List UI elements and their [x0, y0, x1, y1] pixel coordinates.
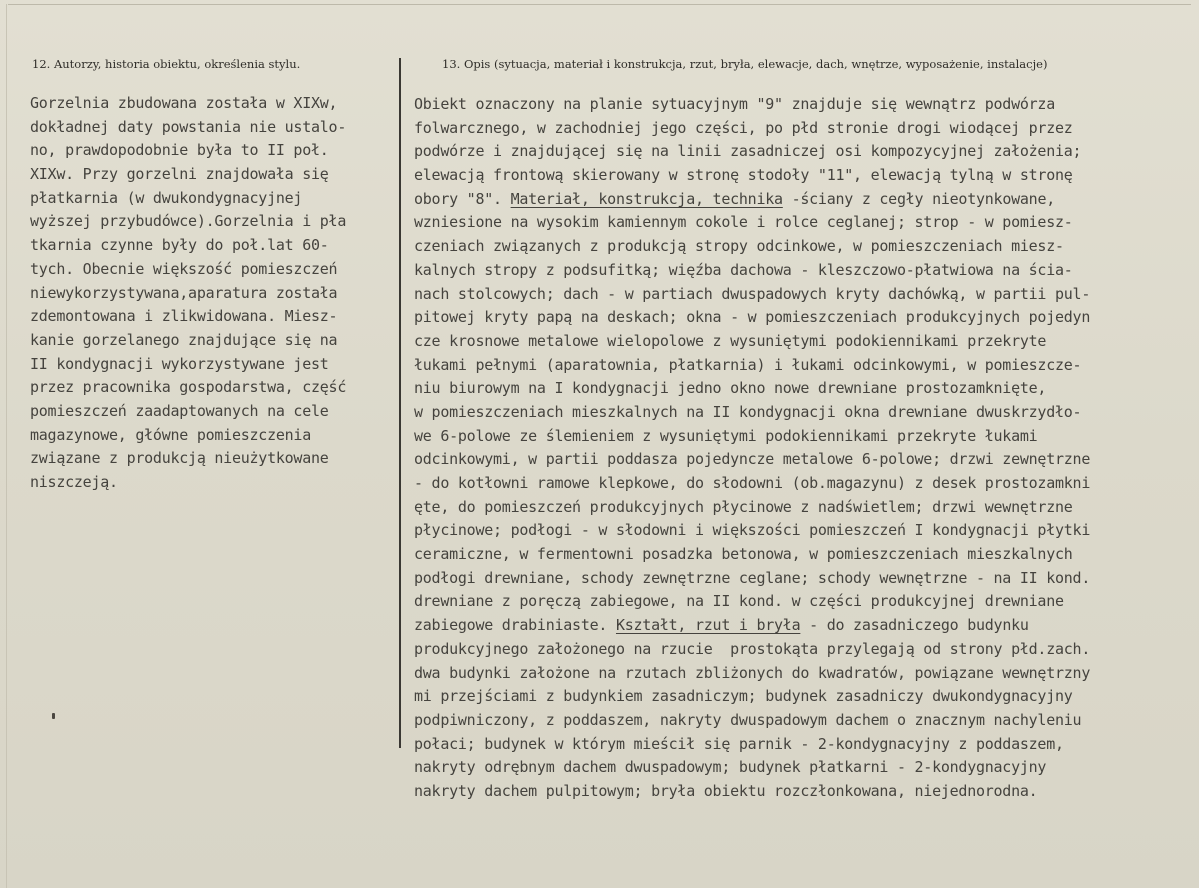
description-text-line — [414, 638, 1090, 662]
ink-speck — [52, 713, 55, 719]
history-text-line: tych. Obecnie większość pomieszczeń — [30, 259, 338, 278]
description-text-line — [414, 164, 1090, 188]
description-text-line — [414, 259, 1090, 283]
description-text-line — [414, 354, 1090, 378]
description-text-line — [414, 306, 1090, 330]
description-text-line — [414, 519, 1090, 543]
description-text-line — [414, 425, 1090, 449]
line-text: płycinowe; podłogi - w słodowni i większości pomieszczeń I kondygnacji płytki — [414, 521, 1091, 540]
line-text: połaci; budynek w którym mieścił się parnik - 2-kondygnacyjny z poddaszem, — [414, 734, 1064, 753]
line-text: ceramiczne, w fermentowni posadzka betonowa, w pomieszczeniach mieszkalnych — [414, 545, 1073, 564]
line-text: obory "8". — [414, 189, 511, 208]
description-text-line — [414, 590, 1090, 614]
history-text-line: związane z produkcją nieużytkowane — [30, 449, 329, 468]
line-text: folwarcznego, w zachodniej jego części, po płd stronie drogi wiodącej przez — [414, 118, 1073, 137]
frame-top-line — [8, 4, 1191, 5]
description-text-line — [414, 780, 1090, 804]
description-text-line — [414, 733, 1090, 757]
history-text-line: dokładnej daty powstania nie ustalo- — [30, 117, 347, 136]
history-text-line: płatkarnia (w dwukondygnacyjnej — [30, 188, 303, 207]
line-text: -ściany z cegły nieotynkowane, — [782, 189, 1056, 208]
line-text: nakryty odrębnym dachem dwuspadowym; budynek płatkarni - 2-kondygnacyjny — [414, 758, 1047, 777]
description-text-line — [414, 756, 1090, 780]
line-text: odcinkowymi, w partii poddasza pojedyncze metalowe 6-polowe; drzwi zewnętrzne — [414, 450, 1091, 469]
history-text-line: kanie gorzelanego znajdujące się na — [30, 330, 338, 349]
line-text: drewniane z poręczą zabiegowe, na II kond. w części produkcyjnej drewniane — [414, 592, 1064, 611]
line-text: - do zasadniczego budynku — [800, 616, 1029, 635]
description-text-line — [414, 567, 1090, 591]
description-text-line — [414, 377, 1090, 401]
line-text: Obiekt oznaczony na planie sytuacyjnym "9" znajduje się wewnątrz podwórza — [414, 95, 1055, 113]
line-text: mi przejściami z budynkiem zasadniczym; budynek zasadniczy dwukondygnacyjny — [414, 687, 1073, 706]
description-text-line — [414, 472, 1090, 496]
description-text-line — [414, 662, 1090, 686]
history-text-line: przez pracownika gospodarstwa, część — [30, 378, 347, 397]
description-text-column — [414, 93, 1090, 804]
description-text-line — [414, 401, 1090, 425]
frame-left-line — [6, 4, 7, 888]
description-text-line — [414, 211, 1090, 235]
line-text: łukami pełnymi (aparatownia, płatkarnia) i łukami odcinkowymi, w pomieszcze- — [414, 355, 1082, 374]
line-text: elewacją frontową skierowany w stronę stodoły "11", elewacją tylną w stronę — [414, 166, 1073, 185]
description-text-line — [414, 283, 1090, 307]
line-text: w pomieszczeniach mieszkalnych na II kondygnacji okna drewniane dwuskrzydło- — [414, 402, 1082, 421]
description-text-line — [414, 685, 1090, 709]
line-text: wzniesione na wysokim kamiennym cokole i rolce ceglanej; strop - w pomiesz- — [414, 213, 1073, 232]
history-text-line: tkarnia czynne były do poł.lat 60- — [30, 236, 329, 255]
underlined-subheading: Kształt, rzut i bryła — [615, 616, 801, 635]
line-text: ęte, do pomieszczeń produkcyjnych płycinowe z nadświetlem; drzwi wewnętrzne — [414, 497, 1073, 516]
description-text-line — [414, 140, 1090, 164]
description-text-line — [414, 235, 1090, 259]
line-text: podpiwniczony, z poddaszem, nakryty dwuspadowym dachem o znacznym nachyleniu — [414, 710, 1082, 729]
line-text: czeniach związanych z produkcją stropy odcinkowe, w pomieszczeniach miesz- — [414, 237, 1064, 256]
description-text-line — [414, 709, 1090, 733]
section-13-heading: 13. Opis (sytuacja, materiał i konstrukcja, rzut, bryła, elewacje, dach, wnętrze, wyposażenie, instalacje) — [442, 57, 1048, 71]
line-text: nakryty dachem pulpitowym; bryła obiektu rozczłonkowana, niejednorodna. — [414, 781, 1038, 800]
line-text: dwa budynki założone na rzutach zbliżonych do kwadratów, powiązane wewnętrzny — [414, 663, 1091, 682]
line-text: pitowej kryty papą na deskach; okna - w pomieszczeniach produkcyjnych pojedyn — [414, 308, 1091, 327]
line-text: kalnych stropy z podsufitką; więźba dachowa - kleszczowo-płatwiowa na ścia- — [414, 260, 1073, 279]
line-text: podwórze i znajdującej się na linii zasadniczej osi kompozycyjnej założenia; — [414, 142, 1082, 161]
line-text: niu biurowym na I kondygnacji jedno okno nowe drewniane prostozamknięte, — [414, 379, 1047, 398]
history-text-line: II kondygnacji wykorzystywane jest — [30, 354, 329, 373]
underlined-subheading: Materiał, konstrukcja, technika — [510, 189, 783, 208]
description-text-line — [414, 614, 1090, 638]
description-text-line — [414, 330, 1090, 354]
line-text: nach stolcowych; dach - w partiach dwuspadowych kryty dachówką, w partii pul- — [414, 284, 1091, 303]
description-text-line — [414, 543, 1090, 567]
description-text-line — [414, 93, 1090, 117]
column-divider — [399, 58, 401, 748]
history-text-line: XIXw. Przy gorzelni znajdowała się — [30, 165, 329, 184]
history-text-line: zdemontowana i zlikwidowana. Miesz- — [30, 307, 338, 326]
history-text-line: pomieszczeń zaadaptowanych na cele — [30, 401, 329, 420]
line-text: produkcyjnego założonego na rzucie prostokąta przylegają od strony płd.zach. — [414, 639, 1091, 658]
history-text-line: niszczeją. — [30, 473, 118, 491]
description-text-line — [414, 188, 1090, 212]
line-text: - do kotłowni ramowe klepkowe, do słodowni (ob.magazynu) z desek prostozamkni — [414, 474, 1091, 492]
history-text-line: Gorzelnia zbudowana została w XIXw, — [30, 94, 338, 112]
history-text-column — [30, 92, 346, 495]
line-text: cze krosnowe metalowe wielopolowe z wysuniętymi podokiennikami przekryte — [414, 331, 1047, 350]
history-text-line: niewykorzystywana,aparatura została — [30, 283, 338, 302]
line-text: we 6-polowe ze ślemieniem z wysuniętymi podokiennikami przekryte łukami — [414, 426, 1038, 445]
description-text-line — [414, 496, 1090, 520]
history-text-line: no, prawdopodobnie była to II poł. — [30, 141, 329, 160]
history-text-line: wyższej przybudówce).Gorzelnia i pła — [30, 212, 347, 231]
line-text: zabiegowe drabiniaste. — [414, 616, 616, 635]
description-text-line — [414, 117, 1090, 141]
history-text-line: magazynowe, główne pomieszczenia — [30, 425, 311, 444]
section-12-heading: 12. Autorzy, historia obiektu, określenia stylu. — [32, 57, 301, 71]
line-text: podłogi drewniane, schody zewnętrzne ceglane; schody wewnętrzne - na II kond. — [414, 568, 1091, 587]
description-text-line — [414, 448, 1090, 472]
